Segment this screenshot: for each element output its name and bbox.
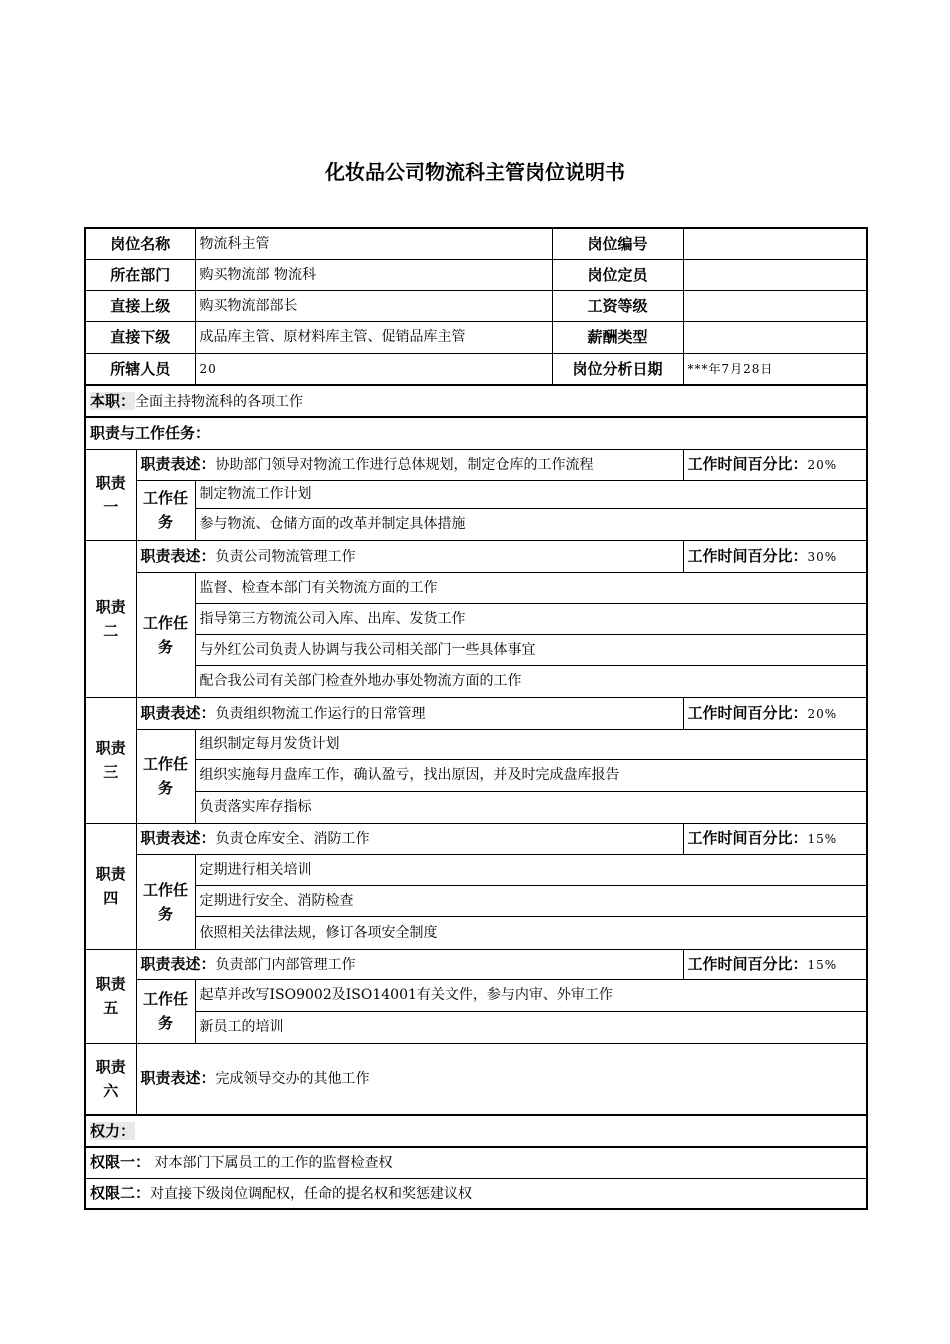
pay-type-value (683, 321, 867, 353)
duty-3-task-2: 组织实施每月盘库工作，确认盈亏，找出原因，并及时完成盘库报告 (195, 759, 867, 791)
duty-6-title: 职责六 (85, 1043, 136, 1115)
core-duty-text: 全面主持物流科的各项工作 (135, 393, 304, 410)
duty-3-desc: 负责组织物流工作运行的日常管理 (215, 705, 426, 722)
duty-2-task-4: 配合我公司有关部门检查外地办事处物流方面的工作 (195, 665, 867, 697)
power-1-label: 权限一： (90, 1153, 151, 1172)
grade-label: 工资等级 (552, 290, 683, 321)
duty-2-title: 职责二 (85, 540, 136, 697)
duty-5-task-1: 起草并改写ISO9002及ISO14001有关文件，参与内审、外审工作 (195, 979, 867, 1011)
analysis-date-value: ***年7月28日 (683, 353, 867, 385)
duty-4-task-3: 依照相关法律法规，修订各项安全制度 (195, 916, 867, 949)
duty-1-pct: 20% (807, 458, 838, 472)
job-name-value: 物流科主管 (195, 228, 552, 259)
job-description-table (84, 227, 868, 1210)
duty-3-task-1: 组织制定每月发货计划 (195, 729, 867, 759)
duty-1-desc-label: 职责表述： (140, 455, 216, 473)
dept-value: 购买物流部 物流科 (195, 259, 552, 290)
duty-3-pct-label: 工作时间百分比： (687, 703, 808, 722)
headcount-label: 所辖人员 (85, 353, 195, 385)
duty-1-title: 职责一 (85, 449, 136, 540)
core-duty-row (85, 385, 867, 417)
duty-4-desc-label: 职责表述： (140, 829, 216, 847)
duty-4-task-label: 工作任务 (136, 854, 195, 949)
duty-5-desc-cell (136, 949, 683, 979)
duty-4-task-1: 定期进行相关培训 (195, 854, 867, 885)
duty-2-pct-label: 工作时间百分比： (687, 546, 808, 565)
job-code-label: 岗位编号 (552, 228, 683, 259)
duty-3-pct-cell (683, 697, 867, 729)
duty-1-task-2: 参与物流、仓储方面的改革并制定具体措施 (195, 508, 867, 540)
staffing-value (683, 259, 867, 290)
dept-label: 所在部门 (85, 259, 195, 290)
job-name-label: 岗位名称 (85, 228, 195, 259)
power-header-cell (85, 1115, 867, 1147)
power-2-text: 对直接下级岗位调配权，任命的提名权和奖惩建议权 (150, 1185, 473, 1202)
duty-4-pct-label: 工作时间百分比： (687, 829, 808, 847)
duty-2-desc-label: 职责表述： (140, 546, 216, 565)
duty-4-pct-cell (683, 823, 867, 854)
staffing-label: 岗位定员 (552, 259, 683, 290)
duty-1-pct-label: 工作时间百分比： (687, 455, 808, 473)
duty-5-pct-label: 工作时间百分比： (687, 954, 808, 973)
analysis-date-label: 岗位分析日期 (552, 353, 683, 385)
duty-5-task-label: 工作任务 (136, 979, 195, 1043)
duty-2-pct-cell (683, 540, 867, 572)
power-1-text: 对本部门下属员工的工作的监督检查权 (150, 1155, 393, 1172)
power-1-row (85, 1147, 867, 1178)
duty-4-desc: 负责仓库安全、消防工作 (215, 831, 370, 847)
duty-3-desc-cell (136, 697, 683, 729)
duties-header: 职责与工作任务： (85, 417, 867, 449)
duty-2-task-label: 工作任务 (136, 572, 195, 697)
duty-2-task-3: 与外红公司负责人协调与我公司相关部门一些具体事宜 (195, 634, 867, 665)
subordinate-label: 直接下级 (85, 321, 195, 353)
job-code-value (683, 228, 867, 259)
duty-1-desc-cell (136, 449, 683, 480)
duty-3-pct: 20% (807, 706, 838, 721)
power-2-row (85, 1178, 867, 1209)
duty-1-desc: 协助部门领导对物流工作进行总体规划，制定仓库的工作流程 (215, 457, 594, 473)
duty-1-task-label: 工作任务 (136, 480, 195, 540)
duty-6-desc-cell (136, 1043, 867, 1115)
headcount-value: 20 (195, 353, 552, 385)
superior-label: 直接上级 (85, 290, 195, 321)
duty-2-task-2: 指导第三方物流公司入库、出库、发货工作 (195, 603, 867, 634)
duty-4-desc-cell (136, 823, 683, 854)
duty-3-title: 职责三 (85, 697, 136, 823)
power-header: 权力： (90, 1121, 136, 1140)
duty-4-task-2: 定期进行安全、消防检查 (195, 885, 867, 916)
duty-5-pct-cell (683, 949, 867, 979)
duty-4-pct: 15% (807, 832, 838, 846)
page-title: 化妆品公司物流科主管岗位说明书 (325, 160, 625, 184)
duty-5-desc: 负责部门内部管理工作 (215, 956, 356, 973)
duty-1-task-1: 制定物流工作计划 (195, 480, 867, 508)
duty-2-desc: 负责公司物流管理工作 (215, 548, 356, 565)
duty-6-desc-label: 职责表述： (140, 1069, 216, 1088)
pay-type-label: 薪酬类型 (552, 321, 683, 353)
duty-3-desc-label: 职责表述： (140, 703, 216, 722)
duty-5-task-2: 新员工的培训 (195, 1011, 867, 1043)
duty-3-task-3: 负责落实库存指标 (195, 791, 867, 823)
duty-2-pct: 30% (807, 549, 838, 564)
duty-4-title: 职责四 (85, 823, 136, 949)
superior-value: 购买物流部部长 (195, 290, 552, 321)
duty-3-task-label: 工作任务 (136, 729, 195, 823)
duty-5-title: 职责五 (85, 949, 136, 1043)
duty-5-pct: 15% (807, 957, 838, 972)
power-2-label: 权限二： (90, 1183, 151, 1202)
core-duty-label: 本职： (90, 391, 136, 410)
duty-6-desc: 完成领导交办的其他工作 (215, 1071, 370, 1088)
duty-2-desc-cell (136, 540, 683, 572)
duty-5-desc-label: 职责表述： (140, 954, 216, 973)
subordinate-value: 成品库主管、原材料库主管、促销品库主管 (195, 321, 552, 353)
duty-1-pct-cell (683, 449, 867, 480)
grade-value (683, 290, 867, 321)
duty-2-task-1: 监督、检查本部门有关物流方面的工作 (195, 572, 867, 603)
